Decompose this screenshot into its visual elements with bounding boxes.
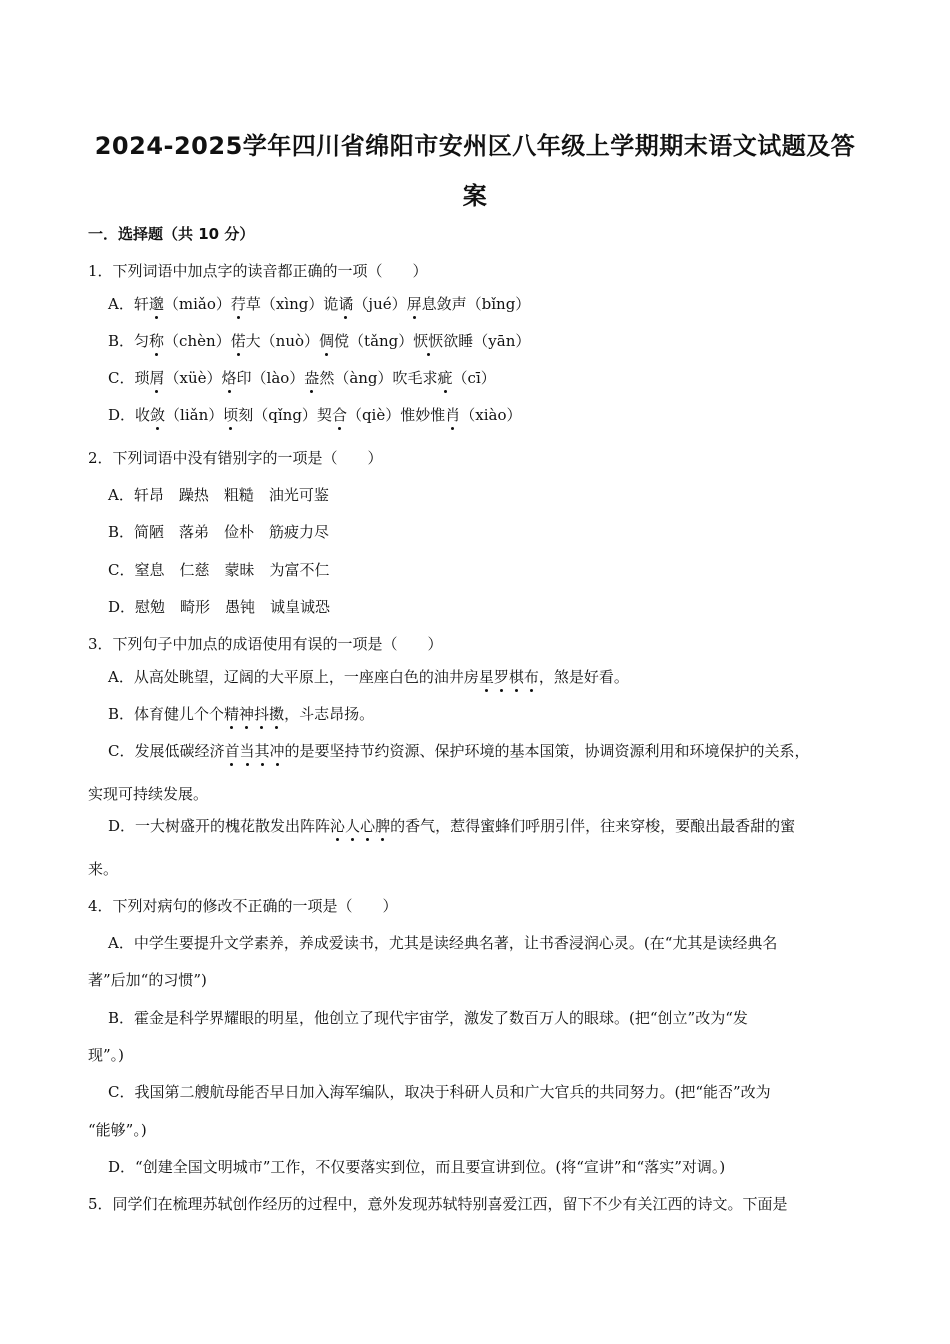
text-run: ，斗志昂扬。: [284, 705, 375, 723]
text-run: 草（xìng）诡: [245, 295, 339, 313]
q2-option-c: C．窒息 仁慈 蒙昧 为富不仁: [108, 561, 330, 579]
dotted-char: 荇: [230, 295, 246, 313]
dotted-char: 星: [478, 668, 494, 686]
dotted-char: 棋: [508, 668, 524, 686]
dotted-char: 烙: [221, 369, 237, 387]
text-run: B．匀: [108, 332, 150, 350]
dotted-idiom: [479, 668, 539, 686]
q1-option-b: [108, 331, 530, 351]
text-run: 傥（tǎng）: [334, 332, 414, 350]
dotted-char: 称: [149, 332, 165, 350]
dotted-char: 屏: [406, 295, 422, 313]
text-run: 然（àng）吹毛求: [319, 369, 438, 387]
q3-option-d-line1: [108, 816, 795, 836]
text-run: D．收: [108, 406, 151, 424]
dotted-char: 沁: [330, 817, 346, 835]
dotted-char: 精: [224, 705, 240, 723]
q4-option-c-line1: C．我国第二艘航母能否早日加入海军编队，取决于科研人员和广大官兵的共同努力。(把“能否”改为: [108, 1083, 771, 1101]
dotted-char: 屑: [149, 369, 165, 387]
text-run: A．从高处眺望，辽阔的大平原上，一座座白色的油井房: [108, 668, 479, 686]
doc-title-line1: 2024-2025学年四川省绵阳市安州区八年级上学期期末语文试题及答: [94, 132, 856, 160]
q4-option-d: D．“创建全国文明城市”工作，不仅要落实到位，而且要宣讲到位。(将“宣讲”和“落实”对调。): [108, 1158, 726, 1176]
text-run: （xiào）: [460, 406, 522, 424]
text-run: （liǎn）: [165, 406, 224, 424]
dotted-char: 谲: [338, 295, 354, 313]
q4-option-b-line2: 现”。): [88, 1046, 125, 1064]
dotted-idiom-text: [224, 705, 284, 723]
text-run: （jué）: [353, 295, 407, 313]
dotted-char: 敛: [150, 406, 166, 424]
dotted-idiom-text: [330, 817, 390, 835]
dotted-char: 擞: [269, 705, 285, 723]
q4-option-a-line1: A．中学生要提升文学素养，养成爱读书，尤其是读经典名著，让书香浸润心灵。(在“尤其是读经典名: [108, 934, 778, 952]
text-run: 息敛声（bǐng）: [421, 295, 531, 313]
text-run: C．发展低碳经济: [108, 742, 225, 760]
dotted-char: 抖: [254, 705, 270, 723]
q3-option-a: [108, 667, 629, 687]
dotted-idiom-text: [479, 668, 539, 686]
dotted-char: 肖: [445, 406, 461, 424]
dotted-char: 合: [331, 406, 347, 424]
text-run: （miǎo）: [163, 295, 231, 313]
text-run: （qiè）惟妙惟: [346, 406, 446, 424]
dotted-char: 首: [224, 742, 240, 760]
text-run: （chèn）: [164, 332, 231, 350]
doc-title-line2: 案: [462, 182, 488, 210]
text-run: ，煞是好看。: [538, 668, 629, 686]
q1-stem: 1．下列词语中加点字的读音都正确的一项（ ）: [88, 262, 428, 280]
dotted-char: 其: [254, 742, 270, 760]
dotted-char: 邈: [148, 295, 164, 313]
dotted-char: 冲: [269, 742, 285, 760]
q3-option-d-line2: 来。: [88, 860, 119, 878]
q3-option-c-line1: [108, 741, 810, 761]
dotted-char: 脾: [375, 817, 391, 835]
text-run: 大（nuò）: [245, 332, 320, 350]
section-heading: 一．选择题（共 10 分）: [88, 225, 255, 243]
dotted-char: 罗: [493, 668, 509, 686]
text-run: （cī）: [452, 369, 496, 387]
dotted-idiom-text: [224, 742, 284, 760]
q3-stem: 3．下列句子中加点的成语使用有误的一项是（ ）: [88, 635, 443, 653]
q3-option-b: [108, 704, 374, 724]
text-run: 的是要坚持节约资源、保护环境的基本国策，协调资源利用和环境保护的关系，: [284, 742, 810, 760]
q2-option-b: B．简陋 落弟 俭朴 筋疲力尽: [108, 523, 330, 541]
dotted-char: 疵: [437, 369, 453, 387]
text-run: 刻（qǐng）契: [238, 406, 332, 424]
dotted-char: 顷: [223, 406, 239, 424]
q5-stem: 5．同学们在梳理苏轼创作经历的过程中，意外发现苏轼特别喜爱江西，留下不少有关江西的诗文。下面是: [88, 1195, 788, 1213]
dotted-char: 当: [239, 742, 255, 760]
dotted-char: 恹恹: [413, 332, 444, 350]
dotted-char: 神: [239, 705, 255, 723]
q1-option-a: [108, 294, 530, 314]
dotted-char: 人: [345, 817, 361, 835]
q4-stem: 4．下列对病句的修改不正确的一项是（ ）: [88, 897, 398, 915]
text-run: 的香气，惹得蜜蜂们呼朋引伴，往来穿梭，要酿出最香甜的蜜: [390, 817, 796, 835]
q2-option-d: D．慰勉 畸形 愚钝 诚皇诚恐: [108, 598, 331, 616]
text-run: D．一大树盛开的槐花散发出阵阵: [108, 817, 331, 835]
text-run: 印（lào）: [236, 369, 305, 387]
dotted-char: 倜: [319, 332, 335, 350]
dotted-char: 心: [360, 817, 376, 835]
text-run: 欲睡（yān）: [443, 332, 531, 350]
q4-option-b-line1: B．霍金是科学界耀眼的明星，他创立了现代宇宙学，激发了数百万人的眼球。(把“创立”改为“发: [108, 1009, 748, 1027]
text-run: （xüè）: [164, 369, 222, 387]
q2-option-a: A．轩昂 躁热 粗糙 油光可鉴: [108, 486, 329, 504]
text-run: B．体育健儿个个: [108, 705, 225, 723]
q1-option-c: [108, 368, 496, 388]
dotted-char: 盎: [304, 369, 320, 387]
text-run: A．轩: [108, 295, 149, 313]
dotted-char: 布: [523, 668, 539, 686]
q1-option-d: [108, 405, 521, 425]
dotted-char: 偌: [230, 332, 246, 350]
text-run: C．琐: [108, 369, 150, 387]
q4-option-a-line2: 著”后加“的习惯”): [88, 971, 207, 989]
q3-option-c-line2: 实现可持续发展。: [88, 785, 209, 803]
q2-stem: 2．下列词语中没有错别字的一项是（ ）: [88, 449, 383, 467]
q4-option-c-line2: “能够”。): [88, 1121, 147, 1139]
